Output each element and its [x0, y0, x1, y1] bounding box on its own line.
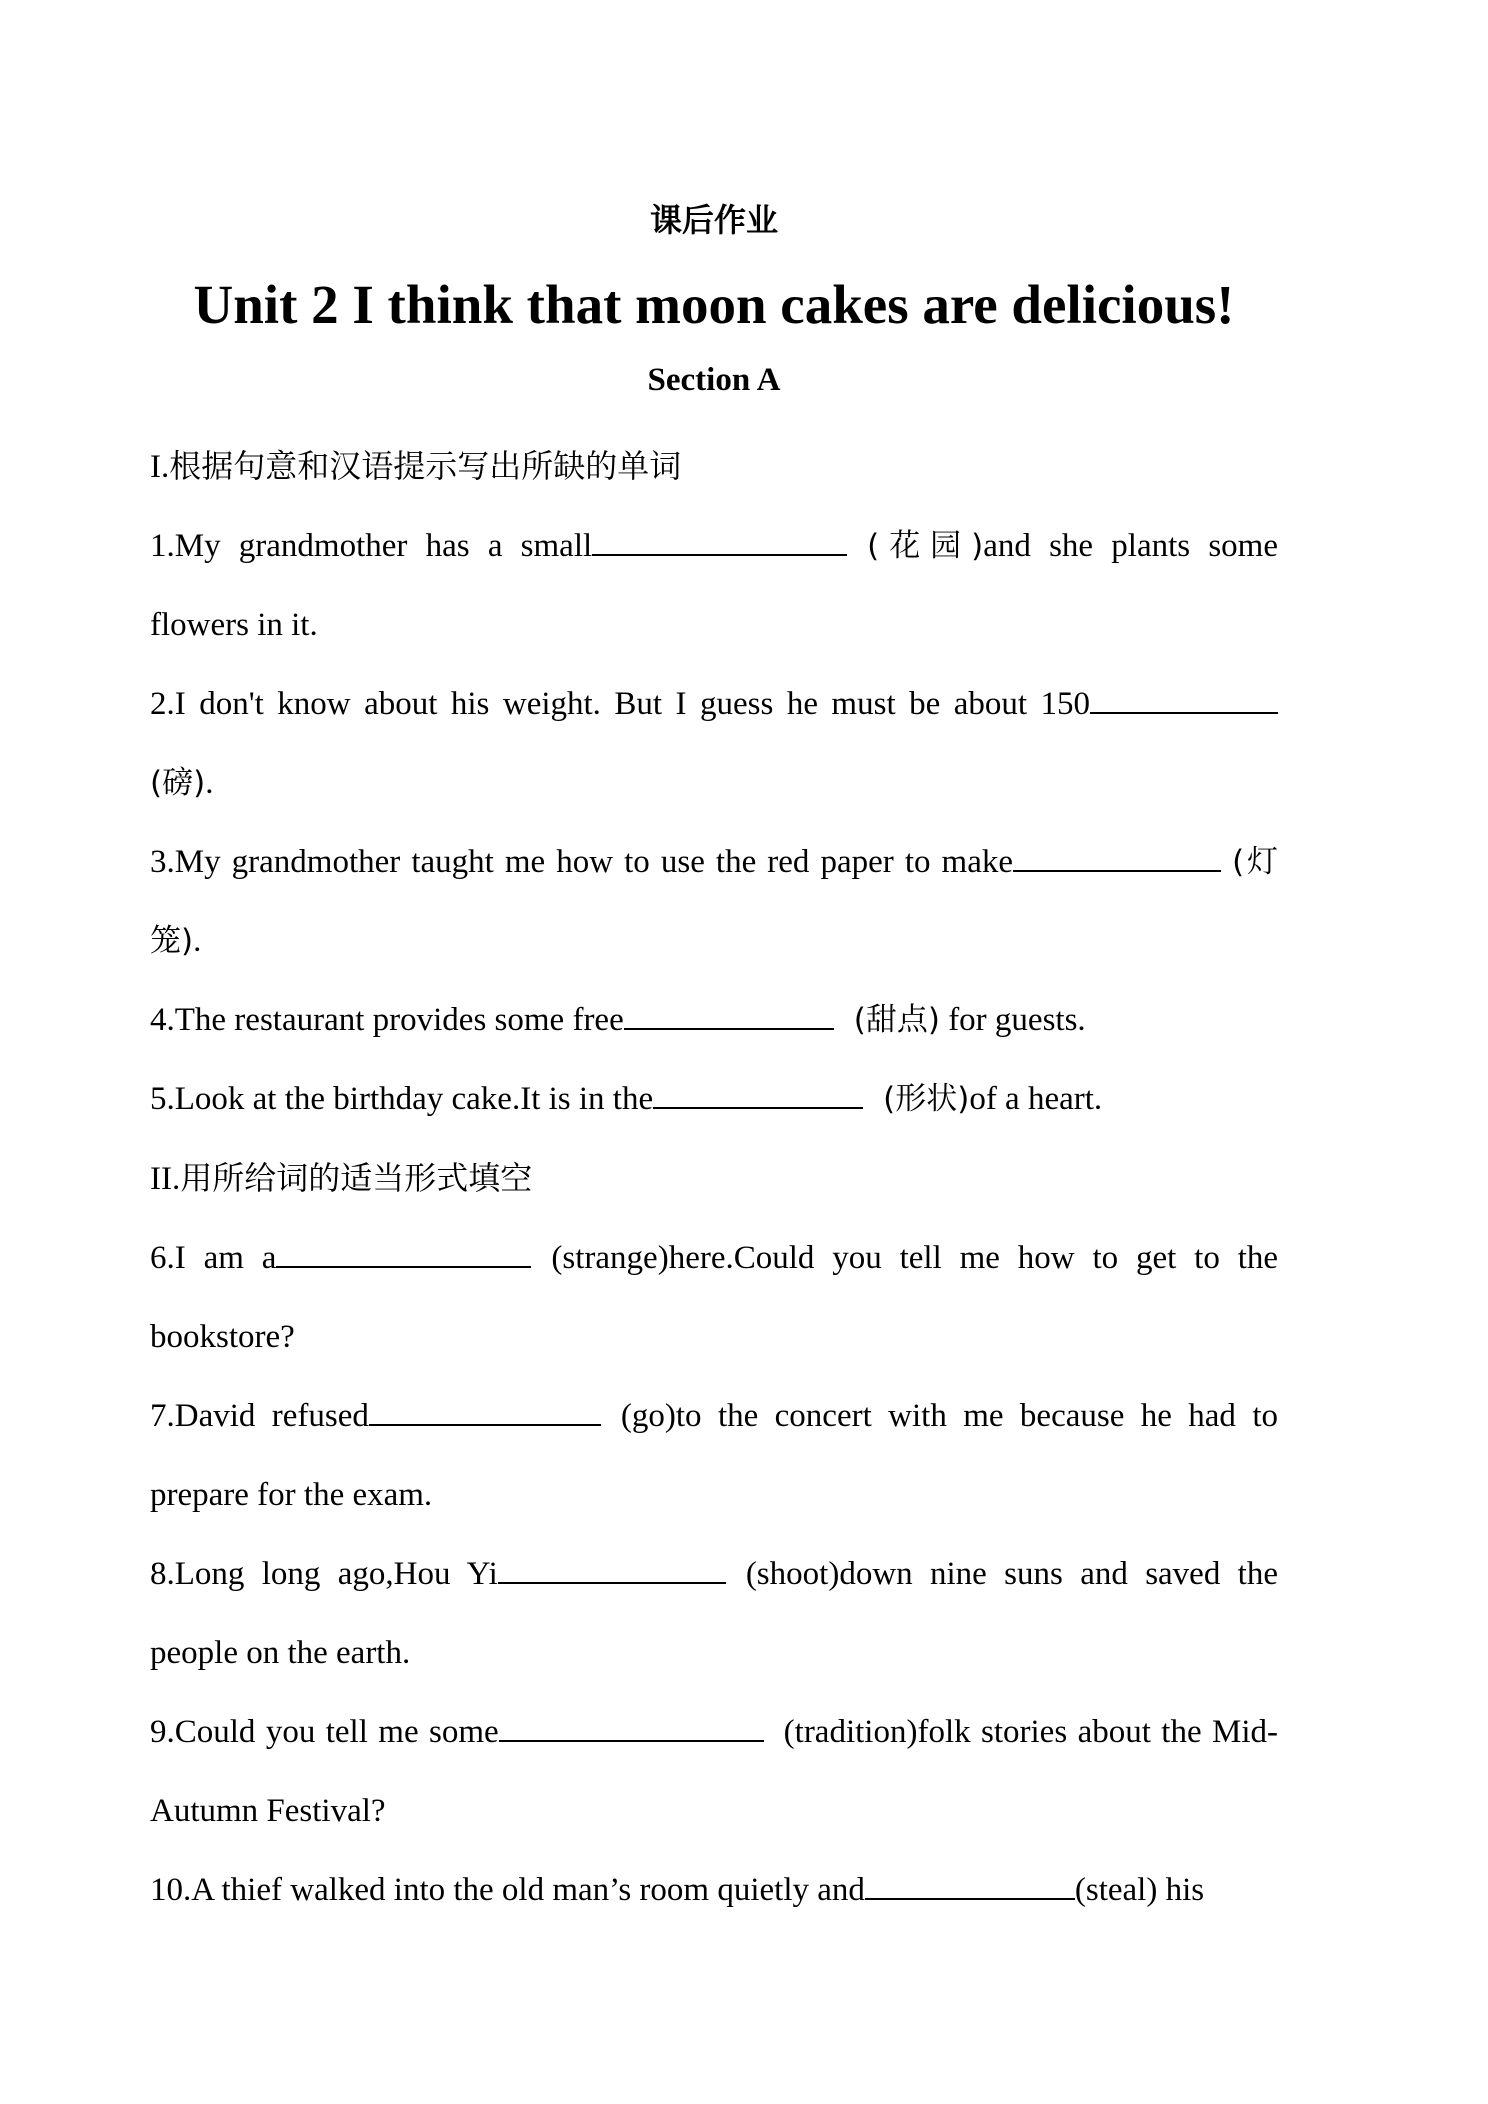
- part-1-instruction: 根据句意和汉语提示写出所缺的单词: [169, 447, 682, 485]
- question-2-hint: (磅): [150, 765, 206, 801]
- question-4-hint: (甜点): [853, 1002, 940, 1038]
- exercise-content: [150, 427, 1278, 1930]
- question-3-text-end: .: [193, 923, 202, 959]
- question-6-text-end: here.Could you tell me how to get to the bookstore?: [150, 1240, 1279, 1355]
- question-7-text: 7.David refused: [150, 1398, 369, 1434]
- question-3: [150, 823, 1278, 981]
- answer-blank-8[interactable]: [498, 1552, 726, 1584]
- question-5-hint: (形状): [883, 1081, 970, 1117]
- question-5: [150, 1060, 1278, 1139]
- answer-blank-10[interactable]: [865, 1868, 1075, 1900]
- question-5-text-end: of a heart.: [969, 1081, 1103, 1117]
- question-4-text: 4.The restaurant provides some free: [150, 1002, 624, 1038]
- question-2-text: 2.I don't know about his weight. But I guess he must be about 150: [150, 686, 1090, 722]
- question-1-text: 1.My grandmother has a small: [150, 528, 593, 564]
- question-7: [150, 1377, 1278, 1535]
- question-4: [150, 981, 1278, 1060]
- question-2: [150, 665, 1278, 823]
- question-4-text-end: for guests.: [939, 1002, 1086, 1038]
- homework-label: 课后作业: [649, 201, 778, 239]
- question-8-text-end: down nine suns and saved the people on the earth.: [150, 1556, 1278, 1671]
- question-6-hint: (strange): [551, 1240, 669, 1276]
- question-7-hint: (go): [620, 1398, 676, 1434]
- question-1: [150, 507, 1278, 665]
- question-1-hint: (花园): [867, 528, 984, 564]
- question-8-text: 8.Long long ago,Hou Yi: [150, 1556, 498, 1592]
- question-8: [150, 1535, 1278, 1693]
- answer-blank-1[interactable]: [592, 524, 847, 556]
- question-5-text: 5.Look at the birthday cake.It is in the: [150, 1081, 654, 1117]
- answer-blank-3[interactable]: [1013, 840, 1221, 872]
- unit-title: Unit 2 I think that moon cakes are delicious!: [193, 274, 1235, 335]
- question-9: [150, 1693, 1278, 1851]
- question-9-text-end: folk stories about the Mid-Autumn Festival?: [150, 1714, 1278, 1829]
- question-8-hint: (shoot): [745, 1556, 840, 1592]
- question-6: [150, 1219, 1278, 1377]
- part-1-number: I.: [150, 449, 170, 485]
- answer-blank-4[interactable]: [624, 998, 834, 1030]
- question-10-text-end: his: [1157, 1872, 1205, 1908]
- question-3-text: 3.My grandmother taught me how to use the red paper to make: [150, 844, 1014, 880]
- question-9-text: 9.Could you tell me some: [150, 1714, 499, 1750]
- question-10: [150, 1851, 1278, 1930]
- question-9-hint: (tradition): [783, 1714, 918, 1750]
- part-2-number: II.: [150, 1161, 181, 1197]
- part-1-heading: [150, 427, 1278, 507]
- answer-blank-5[interactable]: [653, 1077, 863, 1109]
- question-10-hint: (steal): [1074, 1872, 1158, 1908]
- question-6-text: 6.I am a: [150, 1240, 277, 1276]
- answer-blank-9[interactable]: [499, 1710, 764, 1742]
- question-1-text-end: and she plants some flowers in it.: [150, 528, 1278, 643]
- answer-blank-6[interactable]: [276, 1236, 531, 1268]
- part-2-heading: [150, 1139, 1278, 1219]
- question-10-text: 10.A thief walked into the old man’s room quietly and: [150, 1872, 865, 1908]
- part-2-instruction: 用所给词的适当形式填空: [180, 1159, 533, 1197]
- question-2-text-end: .: [205, 765, 214, 801]
- section-label: Section A: [647, 362, 781, 398]
- question-7-text-end: to the concert with me because he had to prepare for the exam.: [150, 1398, 1278, 1513]
- answer-blank-7[interactable]: [369, 1394, 601, 1426]
- question-3-hint: (灯笼): [150, 844, 1278, 959]
- answer-blank-2[interactable]: [1090, 682, 1278, 714]
